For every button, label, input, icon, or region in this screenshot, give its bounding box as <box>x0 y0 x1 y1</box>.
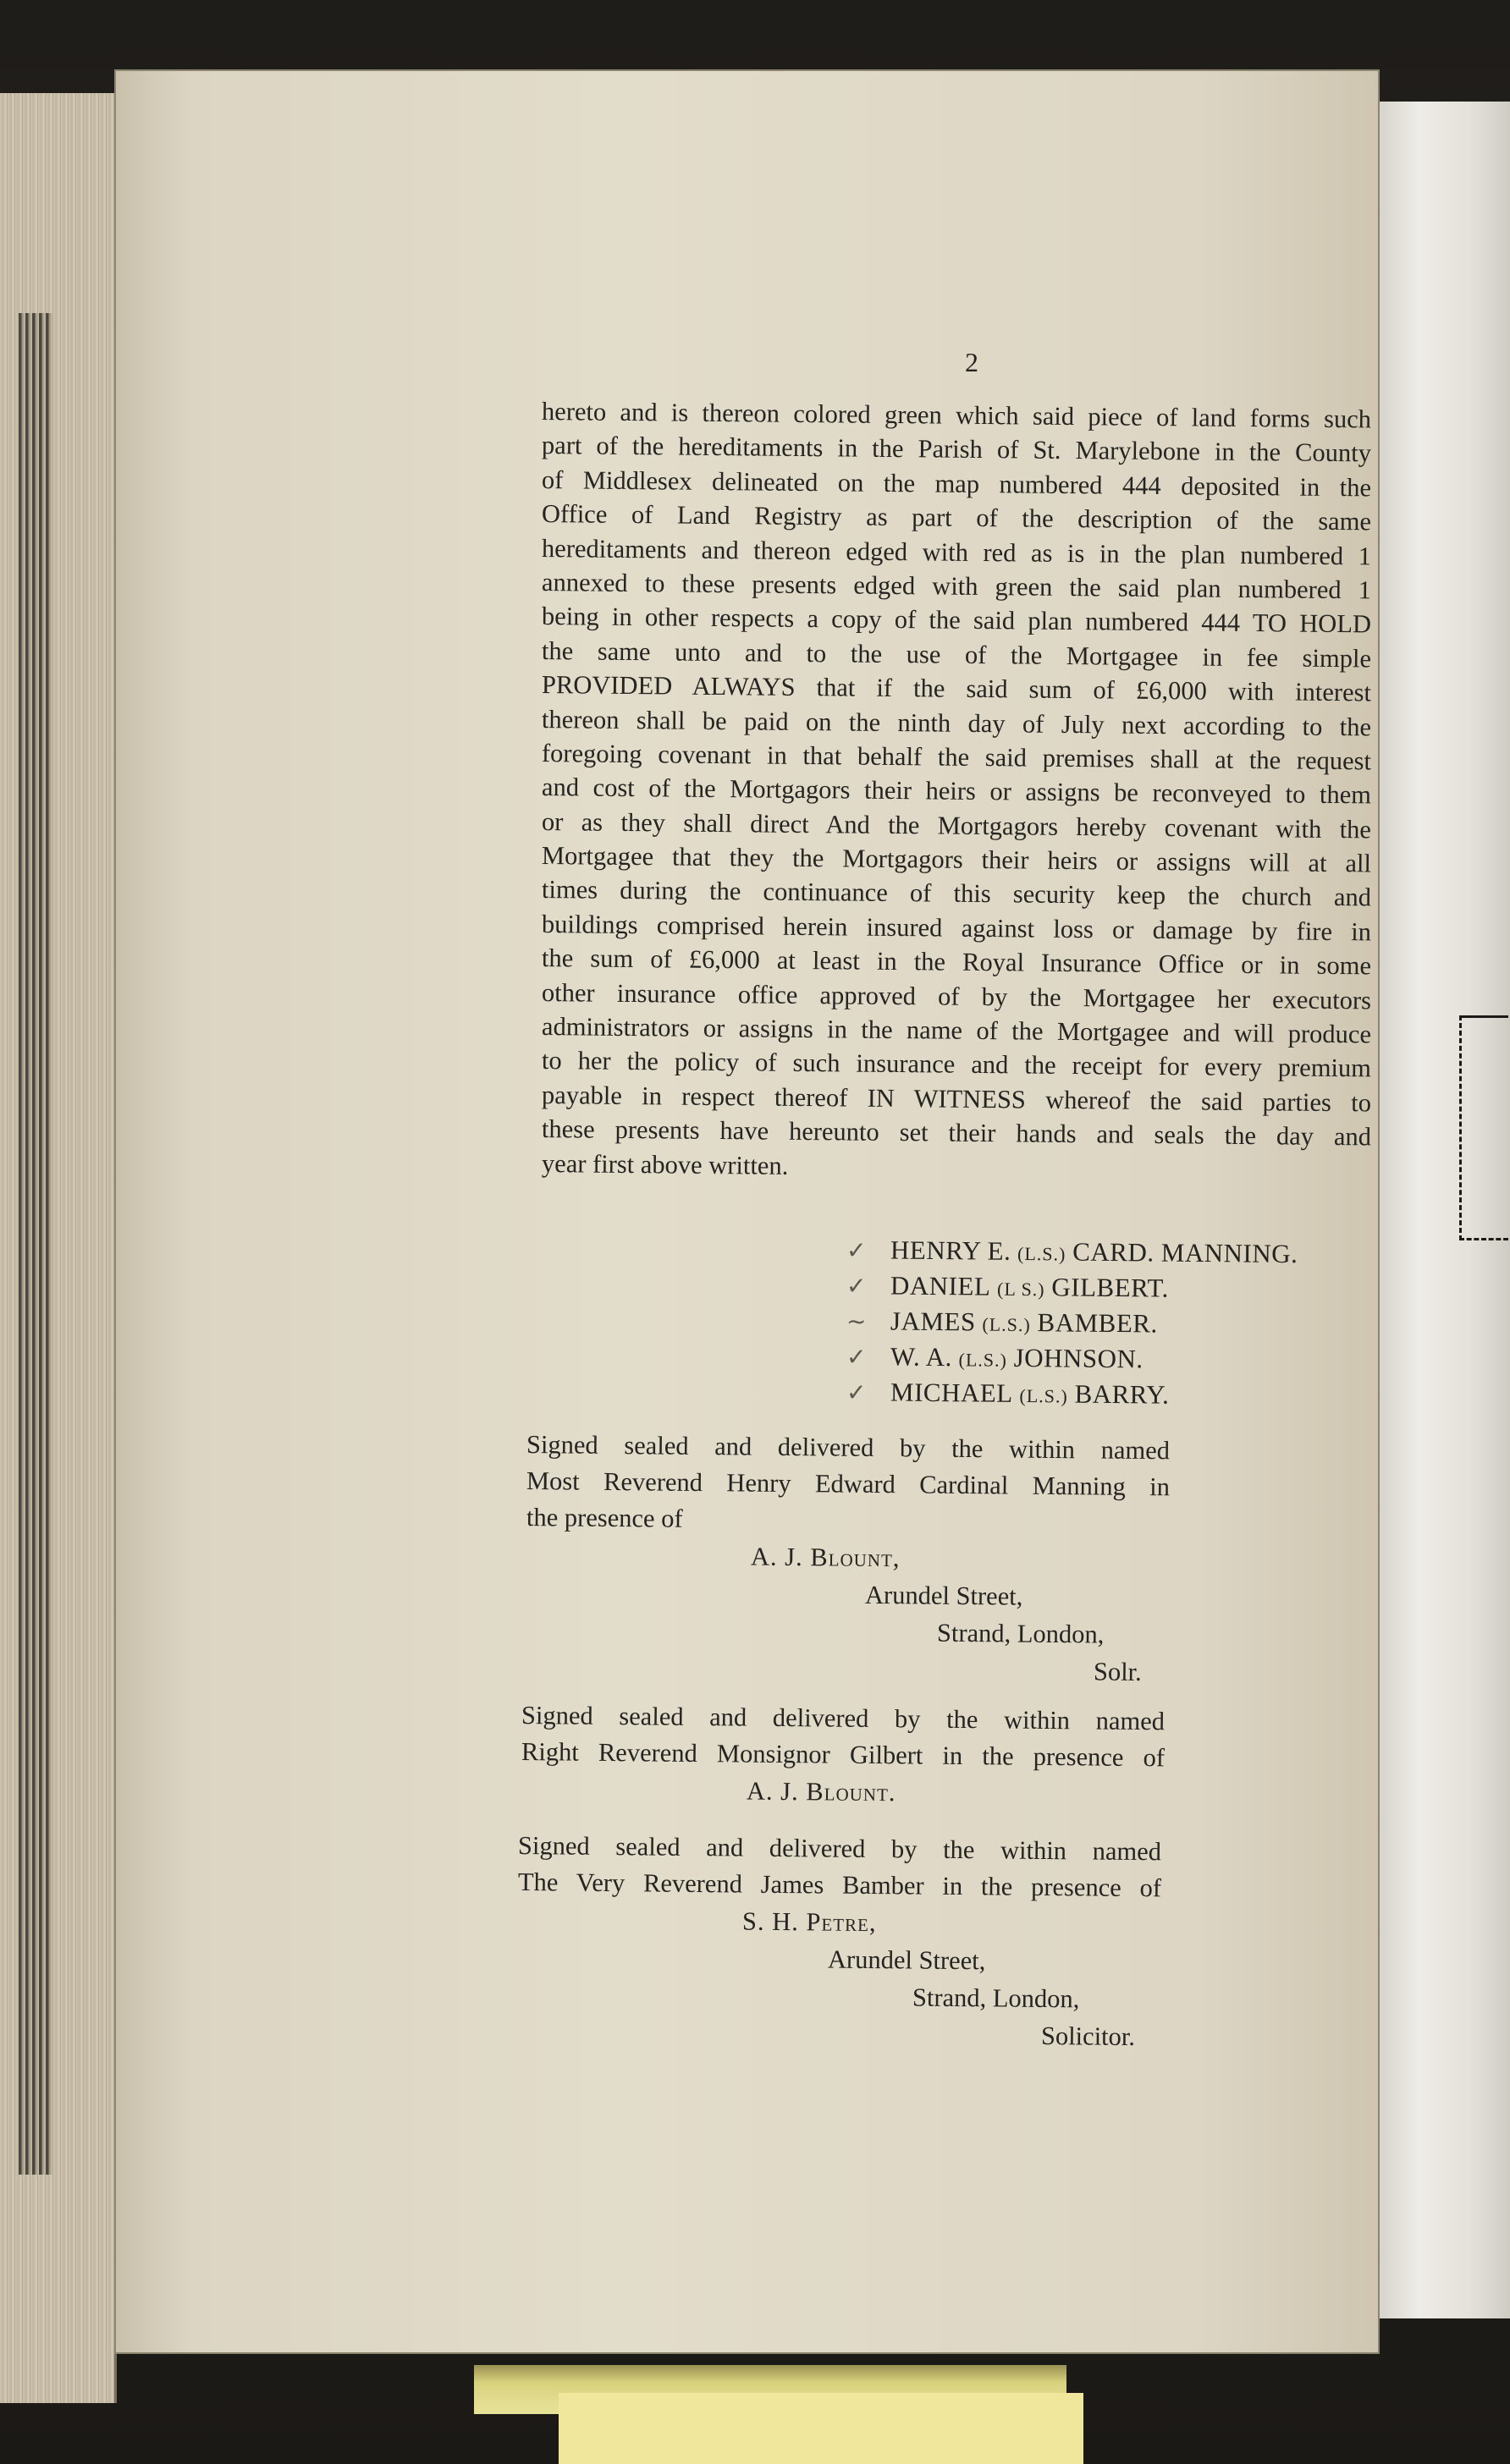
body-line: part of the hereditaments in the Parish of St. Marylebone in the County <box>541 431 1372 468</box>
seal-label: (L.S.) <box>958 1349 1008 1371</box>
body-line: annexed to these presents edged with green the said plan numbered 1 <box>541 567 1372 605</box>
attestation-line: Most Reverend Henry Edward Cardinal Manning in <box>526 1466 1171 1502</box>
body-line: buildings comprised herein insured against loss or damage by fire in <box>541 909 1372 947</box>
body-line: year first above written. <box>541 1148 789 1180</box>
body-line: the sum of £6,000 at least in the Royal Insurance Office or in some <box>541 943 1372 981</box>
signatory-last-name: BARRY. <box>1074 1378 1170 1410</box>
yellow-paper-slip <box>559 2393 1083 2464</box>
signatory-first-name: JAMES <box>890 1306 976 1337</box>
signatory-first-name: W. A. <box>890 1341 953 1372</box>
seal-label: (L.S.) <box>1017 1242 1066 1265</box>
attestation-manning <box>526 1427 1170 1685</box>
body-line: thereon shall be paid on the ninth day of July next according to the <box>541 704 1372 741</box>
body-line: the same unto and to the use of the Mortgagee in fee simple <box>541 635 1372 674</box>
attestation-line: Signed sealed and delivered by the within named <box>517 1831 1162 1867</box>
body-line: times during the continuance of this security keep the church and <box>541 875 1372 912</box>
seal-label: (L.S.) <box>982 1313 1031 1336</box>
witness-address-line: Arundel Street, <box>827 1944 986 1976</box>
check-mark-icon: ✓ <box>846 1378 867 1407</box>
body-line: being in other respects a copy of the said plan numbered 444 TO HOLD <box>541 602 1372 639</box>
witness-address-line: Arundel Street, <box>864 1580 1023 1611</box>
signatory-last-name: JOHNSON. <box>1013 1342 1144 1374</box>
body-line: hereditaments and thereon edged with red as is in the plan numbered 1 <box>541 533 1372 570</box>
attestation-gilbert <box>521 1697 1165 1807</box>
signatory-first-name: MICHAEL <box>890 1377 1013 1408</box>
signatory-last-name: BAMBER. <box>1037 1307 1158 1339</box>
body-line: PROVIDED ALWAYS that if the said sum of £6,000 with interest <box>541 670 1372 707</box>
signatory-first-name: DANIEL <box>890 1270 991 1301</box>
body-line: and cost of the Mortgagors their heirs or assigns be reconveyed to them <box>541 773 1372 810</box>
signature-row <box>846 1339 1388 1379</box>
witness-address-line: Strand, London, <box>936 1618 1105 1649</box>
check-mark-icon: ✓ <box>846 1236 867 1265</box>
signatory-first-name: HENRY E. <box>890 1235 1011 1266</box>
attestation-bamber <box>518 1828 1161 2049</box>
page-number: 2 <box>965 347 978 377</box>
seal-label: (L.S.) <box>1019 1384 1068 1407</box>
right-sheet-dashed-outline <box>1459 1015 1508 1240</box>
witness-title: Solr. <box>1093 1657 1142 1686</box>
attestation-line: Signed sealed and delivered by the within named <box>521 1701 1166 1736</box>
body-line: to her the policy of such insurance and the receipt for every premium <box>541 1046 1372 1083</box>
witness-name: S. H. Petre, <box>741 1906 877 1938</box>
body-line: other insurance office approved of by the Mortgagee her executors <box>541 977 1372 1015</box>
body-line: of Middlesex delineated on the map numbered 444 deposited in the <box>541 465 1372 503</box>
signature-block <box>846 1232 1388 1410</box>
attestation-line: Signed sealed and delivered by the within named <box>526 1430 1171 1466</box>
signatory-last-name: GILBERT. <box>1051 1272 1169 1303</box>
check-mark-icon: ✓ <box>846 1343 867 1372</box>
check-mark-icon: ✓ <box>846 1272 867 1301</box>
tilde-mark-icon: ~ <box>846 1307 867 1336</box>
seal-label: (L S.) <box>996 1278 1045 1301</box>
body-line: hereto and is thereon colored green which said piece of land forms such <box>541 397 1372 434</box>
signatory-last-name: CARD. MANNING. <box>1072 1236 1298 1269</box>
body-line: administrators or assigns in the name of the Mortgagee and will produce <box>541 1012 1372 1049</box>
signature-row <box>846 1303 1388 1344</box>
attestation-line: The Very Reverend James Bamber in the presence of <box>517 1867 1162 1903</box>
body-line: foregoing covenant in that behalf the said premises shall at the request <box>541 738 1372 776</box>
signature-row <box>846 1232 1388 1273</box>
mortgage-body-text <box>542 394 1371 1180</box>
body-line: Office of Land Registry as part of the description of the same <box>541 499 1372 536</box>
witness-name: A. J. Blount, <box>750 1542 901 1573</box>
attestation-line: the presence of <box>526 1503 683 1533</box>
body-line: or as they shall direct And the Mortgagors hereby covenant with the <box>541 806 1372 844</box>
body-line: these presents have hereunto set their hands and seals the day and <box>541 1114 1372 1152</box>
witness-address-line: Strand, London, <box>912 1983 1080 2014</box>
attestation-line: Right Reverend Monsignor Gilbert in the presence of <box>521 1737 1166 1773</box>
body-line: payable in respect thereof IN WITNESS whereof the said parties to <box>541 1080 1372 1118</box>
signature-row <box>846 1268 1388 1308</box>
witness-name: A. J. Blount. <box>746 1776 896 1807</box>
body-line: Mortgagee that they the Mortgagors their heirs or assigns will at all <box>541 841 1372 878</box>
signature-row <box>846 1374 1388 1415</box>
left-page-stack <box>0 93 117 2403</box>
witness-title: Solicitor. <box>1040 2021 1136 2051</box>
